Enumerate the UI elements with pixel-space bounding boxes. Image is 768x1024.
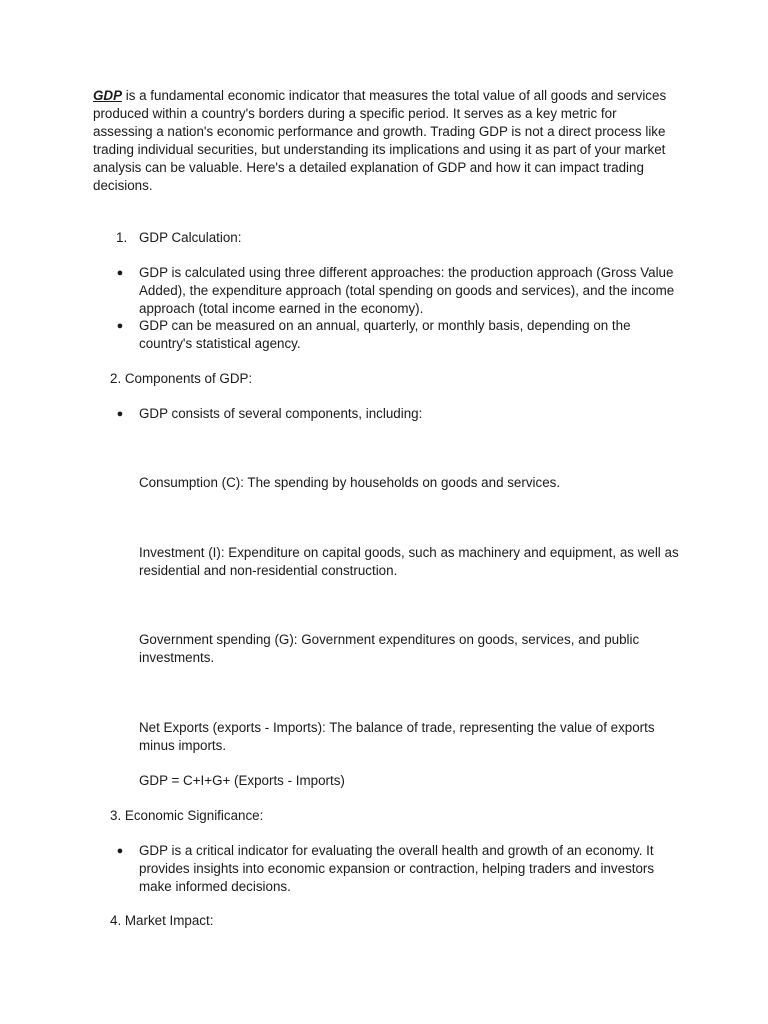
section-2-bullet <box>116 405 679 423</box>
bullet-icon: ● <box>116 320 124 332</box>
bullet-text: GDP is calculated using three different approaches: the production approach (Gross Value Added), the expenditure approach (total spending on goods and services), and the income approach (total income earned in the economy). <box>139 265 675 316</box>
section-1-bullet-1 <box>116 264 679 318</box>
section-1-number: 1. <box>116 230 128 245</box>
component-consumption: Consumption (C): The spending by households on goods and services. <box>139 475 561 490</box>
section-1-bullet-2 <box>116 317 679 353</box>
section-1-heading <box>116 229 676 247</box>
bullet-icon: ● <box>116 408 124 420</box>
section-3-heading: 3. Economic Significance: <box>110 808 264 823</box>
section-4-heading: 4. Market Impact: <box>110 913 214 928</box>
section-3-bullet <box>116 842 679 896</box>
intro-paragraph <box>93 87 678 195</box>
bullet-text: GDP can be measured on an annual, quarterly, or monthly basis, depending on the country's statistical agency. <box>139 318 631 351</box>
section-1-title: GDP Calculation: <box>139 230 242 245</box>
bullet-text: GDP consists of several components, including: <box>139 406 423 421</box>
bullet-text: GDP is a critical indicator for evaluating the overall health and growth of an economy. It provides insights into economic expansion or contraction, helping traders and investors make informed decisions. <box>139 843 655 894</box>
gdp-formula: GDP = C+I+G+ (Exports - Imports) <box>139 773 345 788</box>
bullet-icon: ● <box>116 845 124 857</box>
section-2-heading: 2. Components of GDP: <box>110 371 253 386</box>
component-government-spending: Government spending (G): Government expenditures on goods, services, and public investments. <box>139 632 640 665</box>
component-investment: Investment (I): Expenditure on capital goods, such as machinery and equipment, as well as residential and non-residential construction. <box>139 545 679 578</box>
bullet-icon: ● <box>116 267 124 279</box>
component-net-exports: Net Exports (exports - Imports): The balance of trade, representing the value of exports minus imports. <box>139 720 655 753</box>
gdp-term: GDP <box>93 88 123 103</box>
intro-text: is a fundamental economic indicator that measures the total value of all goods and services produced within a country's borders during a specific period. It serves as a key metric for assessing a nation's economic performance and growth. Trading GDP is not a direct process like trading individual securities, but understanding its implications and using it as part of your market analysis can be valuable. Here's a detailed explanation of GDP and how it can impact trading decisions. <box>93 88 667 193</box>
